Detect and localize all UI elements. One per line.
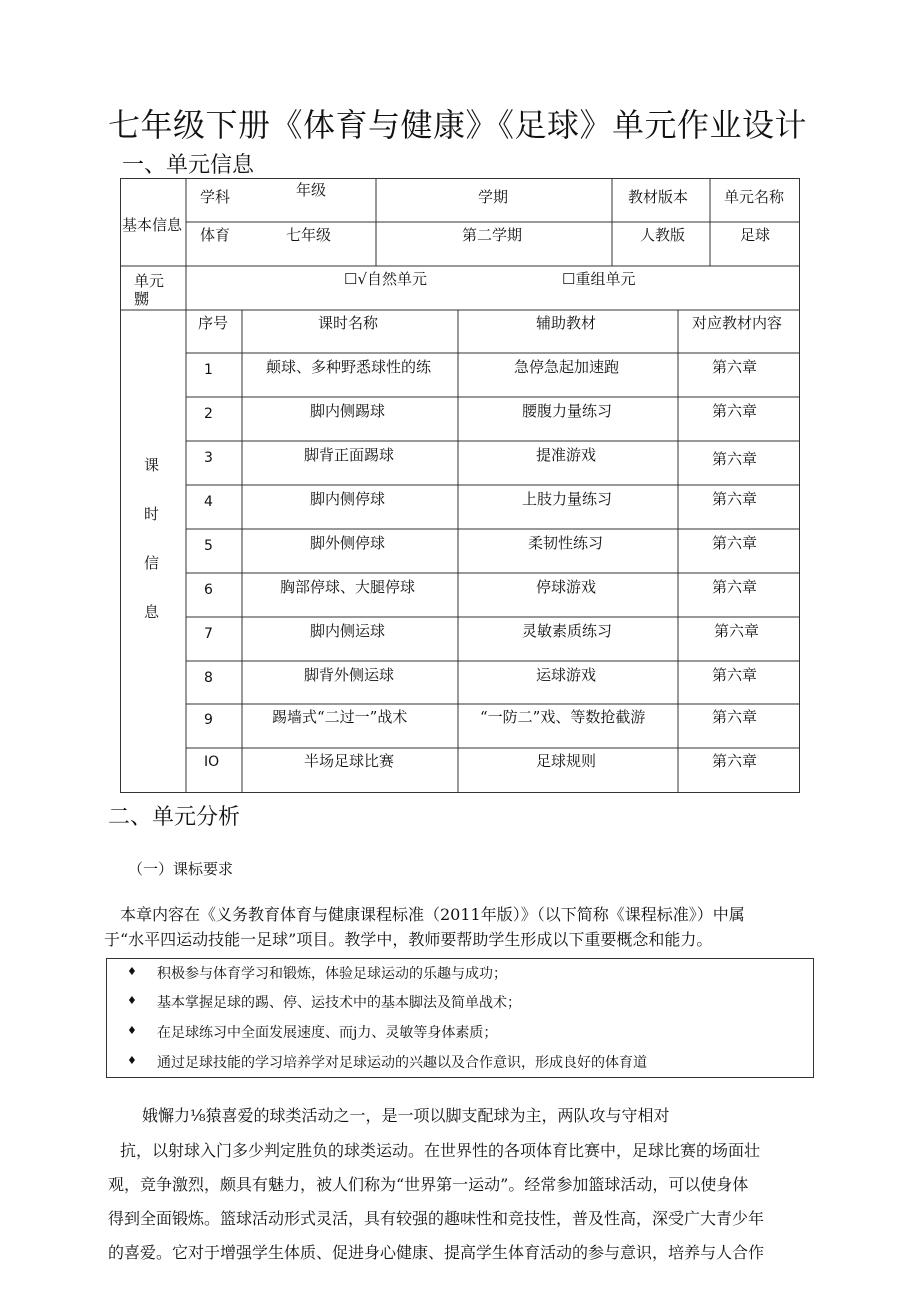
lesson-name: 脚背外侧运球: [304, 666, 395, 684]
header-textbook-content: 对应教材内容: [692, 314, 783, 332]
header-lesson-name: 课时名称: [318, 314, 379, 332]
lesson-name: 脚内侧踢球: [310, 402, 386, 420]
section-heading-unit-analysis: 二、单元分析: [108, 805, 241, 830]
lesson-aux: 急停急起加速跑: [514, 358, 620, 376]
value-edition: 人教版: [640, 226, 686, 244]
unit-info-table: [120, 178, 800, 794]
lesson-content: 第六章: [712, 402, 758, 420]
requirement-text: 基本掌握足球的踢、停、运技术中的基本脚法及简单战术；: [157, 995, 521, 1011]
unit-type-label-line1: 单元: [134, 272, 165, 290]
value-term: 第二学期: [462, 226, 523, 244]
lesson-seq: 2: [204, 406, 213, 422]
intro-line: 本章内容在《义务教育体育与健康课程标准（2011年版）》（以下简称《课程标准》）中属: [120, 905, 745, 924]
lesson-aux: 灵敏素质练习: [522, 622, 613, 640]
lesson-seq: 3: [204, 450, 213, 466]
section-heading-unit-info: 一、单元信息: [122, 153, 255, 178]
lesson-seq: 1: [204, 362, 213, 378]
lesson-aux: 停球游戏: [536, 578, 597, 596]
lesson-content: 第六章: [712, 534, 758, 552]
lesson-name: 脚背正面踢球: [304, 446, 395, 464]
requirement-text: 积极参与体育学习和锻炼，体验足球运动的乐趣与成功；: [157, 966, 507, 982]
lesson-content: 第六章: [712, 752, 758, 770]
lesson-name: 脚外侧停球: [310, 534, 386, 552]
lesson-aux: 提准游戏: [536, 446, 597, 464]
lesson-name: 胸部停球、大腿停球: [280, 578, 416, 596]
body-paragraph-line: 观，竞争激烈，颇具有魅力，被人们称为“世界第一运动”。经常参加篮球活动，可以使身体: [108, 1175, 749, 1194]
diamond-bullet-icon: ♦: [127, 994, 137, 1007]
lesson-aux: 足球规则: [536, 752, 597, 770]
requirement-text: 在足球练习中全面发展速度、而j力、灵敏等身体素质；: [157, 1025, 498, 1041]
checkbox-natural-unit[interactable]: ☐√自然单元: [344, 270, 428, 288]
header-subject: 学科: [200, 188, 231, 206]
lesson-content: 第六章: [712, 708, 758, 726]
lesson-seq: 9: [204, 712, 213, 728]
body-paragraph-line: 的喜爱。它对于增强学生体质、促进身心健康、提高学生体育活动的参与意识，培养与人合作: [108, 1243, 765, 1262]
lesson-aux: 运球游戏: [536, 666, 597, 684]
diamond-bullet-icon: ♦: [127, 1024, 137, 1037]
header-grade: 年级: [296, 181, 327, 199]
basic-info-label: 基本信息: [122, 216, 183, 234]
lesson-seq: 7: [204, 626, 213, 642]
intro-line: 于“水平四运动技能一足球”项目。教学中，教师要帮助学生形成以下重要概念和能力。: [104, 930, 713, 949]
table-grid: [120, 178, 800, 794]
requirement-text: 通过足球技能的学习培养学对足球运动的兴趣以及合作意识，形成良好的体育道: [157, 1055, 647, 1071]
lesson-side-label-3: 信: [144, 554, 160, 572]
header-seq: 序号: [198, 314, 229, 332]
header-term: 学期: [478, 188, 509, 206]
document-title: 七年级下册《体育与健康》《足球》单元作业设计: [108, 106, 808, 144]
lesson-seq: 5: [204, 538, 213, 554]
lesson-name: 半场足球比赛: [304, 752, 395, 770]
lesson-side-label-4: 息: [144, 603, 160, 621]
body-paragraph-line: 得到全面锻炼。篮球活动形式灵活，具有较强的趣味性和竞技性，普及性高，深受广大青少年: [108, 1209, 765, 1228]
lesson-side-label-1: 课: [144, 456, 160, 474]
checkbox-regrouped-unit[interactable]: ☐重组单元: [562, 270, 636, 288]
value-unit-name: 足球: [740, 226, 771, 244]
lesson-name: 脚内侧运球: [310, 622, 386, 640]
value-subject: 体育: [200, 226, 231, 244]
header-edition: 教材版本: [628, 188, 689, 206]
lesson-aux: “一防二”戏、等数抢截游: [480, 708, 646, 726]
lesson-content: 第六章: [712, 490, 758, 508]
lesson-aux: 腰腹力量练习: [522, 402, 613, 420]
lesson-content: 第六章: [712, 358, 758, 376]
diamond-bullet-icon: ♦: [127, 1054, 137, 1067]
unit-type-label-line2: 嬲: [134, 290, 150, 308]
value-grade: 七年级: [286, 226, 332, 244]
lesson-content: 第六章: [712, 450, 758, 468]
lesson-content: 第六章: [712, 578, 758, 596]
lesson-seq: 8: [204, 670, 213, 686]
lesson-name: 踢墙式“二过一”战术: [272, 708, 408, 726]
lesson-content: 第六章: [714, 622, 760, 640]
lesson-content: 第六章: [712, 666, 758, 684]
requirements-box: [106, 958, 814, 1078]
lesson-seq: IO: [204, 754, 220, 770]
lesson-seq: 4: [204, 494, 213, 510]
lesson-side-label-2: 时: [144, 505, 160, 523]
diamond-bullet-icon: ♦: [127, 965, 137, 978]
header-aux-material: 辅助教材: [536, 314, 597, 332]
lesson-seq: 6: [204, 582, 213, 598]
subsection-heading-curriculum: （一）课标要求: [128, 860, 234, 878]
lesson-name: 脚内侧停球: [310, 490, 386, 508]
lesson-aux: 上肢力量练习: [522, 490, 613, 508]
lesson-aux: 柔韧性练习: [528, 534, 604, 552]
body-paragraph-line: 娥懈力⅛猿喜爱的球类活动之一，是一项以脚支配球为主，两队攻与守相对: [142, 1106, 670, 1125]
header-unit-name: 单元名称: [724, 188, 785, 206]
lesson-name: 颠球、多种野悉球性的练: [266, 358, 432, 376]
body-paragraph-line: 抗，以射球入门多少判定胜负的球类运动。在世界性的各项体育比赛中，足球比赛的场面壮: [120, 1141, 761, 1160]
